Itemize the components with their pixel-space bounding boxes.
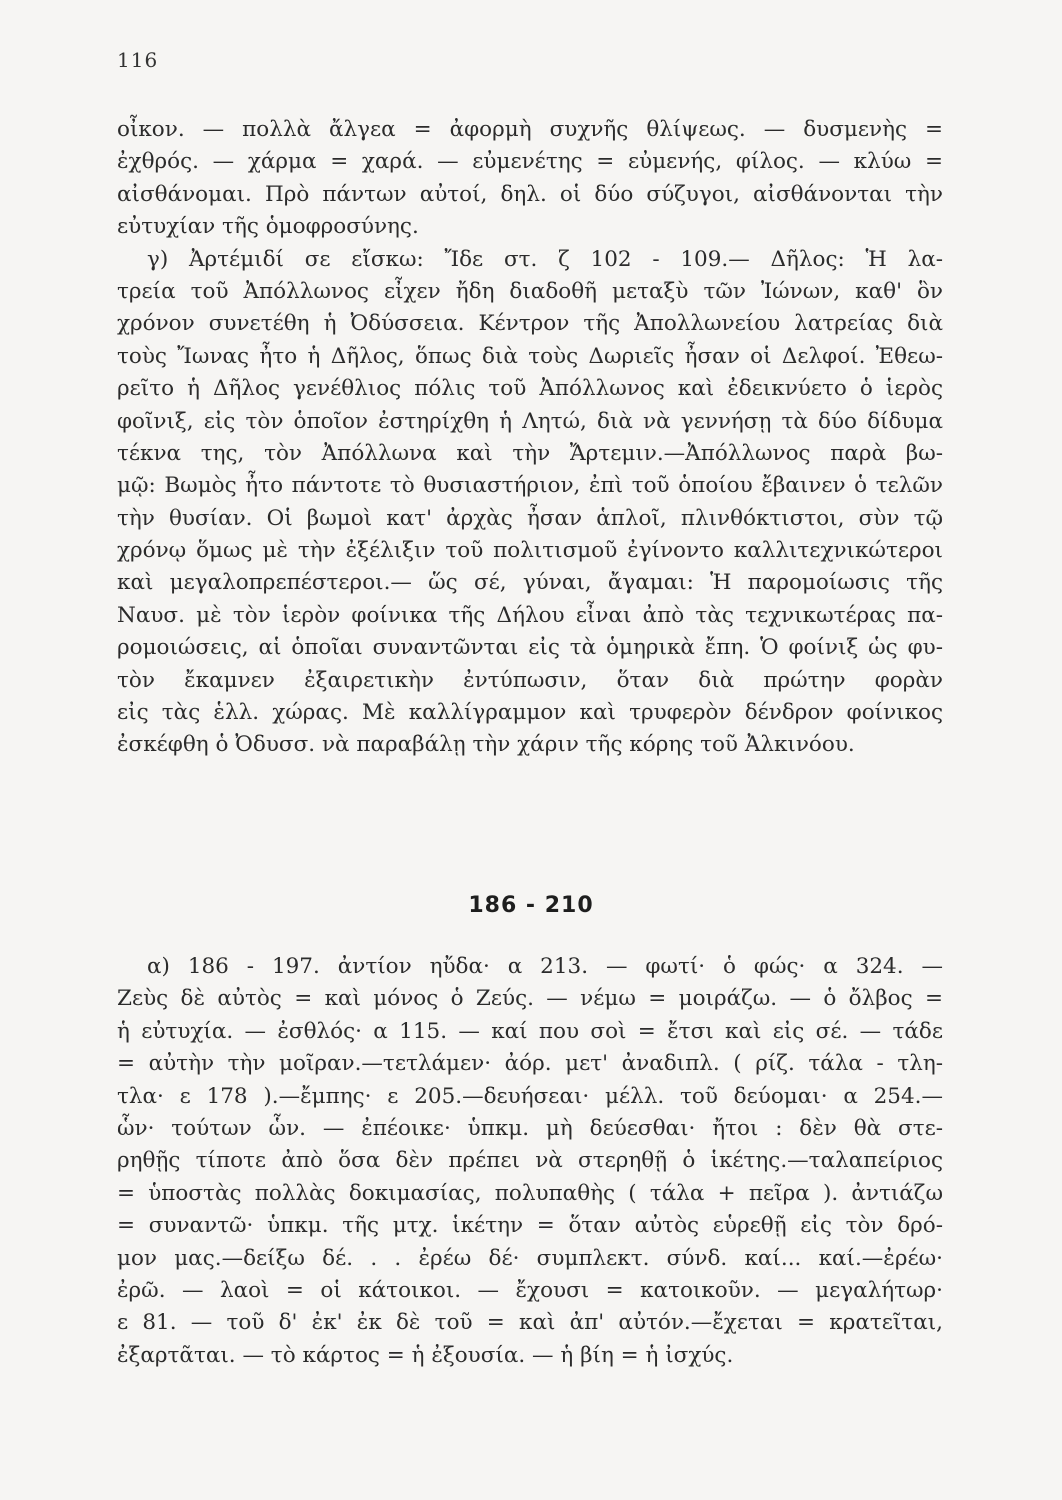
text-line: = αὐτὴν τὴν μοῖραν.—τετλάμεν· ἀόρ. μετ' ἀναδιπλ. ( ρίζ. τάλα - τλη- [117, 1051, 943, 1077]
text-line: φοῖνιξ, εἰς τὸν ὁποῖον ἐστηρίχθη ἡ Λητώ, διὰ νὰ γεννήσῃ τὰ δύο δίδυμα [117, 408, 943, 434]
text-line: μον μας.—δείξω δέ. . . ἐρέω δέ· συμπλεκτ. σύνδ. καί... καί.—ἐρέω· [117, 1245, 943, 1271]
text-line: τὴν θυσίαν. Οἱ βωμοὶ κατ' ἀρχὰς ἦσαν ἁπλοῖ, πλινθόκτιστοι, σὺν τῷ [117, 505, 943, 531]
text-line: εἰς τὰς ἑλλ. χώρας. Μὲ καλλίγραμμον καὶ τρυφερὸν δένδρον φοίνικος [117, 700, 943, 726]
text-line: ε 81. — τοῦ δ' ἐκ' ἐκ δὲ τοῦ = καὶ ἀπ' αὐτόν.—ἔχεται = κρατεῖται, [117, 1310, 943, 1336]
text-line: ἡ εὐτυχία. — ἐσθλός· α 115. — καί που σοὶ = ἔτσι καὶ εἰς σέ. — τάδε [117, 1018, 943, 1044]
text-line: τέκνα της, τὸν Ἀπόλλωνα καὶ τὴν Ἄρτεμιν.—Ἀπόλλωνος παρὰ βω- [117, 440, 943, 466]
text-line: τρεία τοῦ Ἀπόλλωνος εἶχεν ἤδη διαδοθῆ μεταξὺ τῶν Ἰώνων, καθ' ὃν [117, 278, 943, 304]
text-line: = ὑποστὰς πολλὰς δοκιμασίας, πολυπαθὴς ( τάλα + πεῖρα ). ἀντιάζω [117, 1180, 943, 1206]
text-line: χρόνῳ ὅμως μὲ τὴν ἐξέλιξιν τοῦ πολιτισμοῦ ἐγίνοντο καλλιτεχνικώτεροι [117, 538, 943, 564]
text-line: ἐχθρός. — χάρμα = χαρά. — εὐμενέτης = εὐμενής, φίλος. — κλύω = [117, 149, 943, 175]
text-line: ρηθῇς τίποτε ἀπὸ ὅσα δὲν πρέπει νὰ στερηθῇ ὁ ἱκέτης.—ταλαπείριος [117, 1148, 943, 1174]
text-line: ρεῖτο ἡ Δῆλος γενέθλιος πόλις τοῦ Ἀπόλλωνος καὶ ἐδεικνύετο ὁ ἱερὸς [117, 376, 943, 402]
text-line: τλα· ε 178 ).—ἔμπης· ε 205.—δευήσεαι· μέλλ. τοῦ δεύομαι· α 254.— [117, 1083, 943, 1109]
text-line: ἐρῶ. — λαοὶ = οἱ κάτοικοι. — ἔχουσι = κατοικοῦν. — μεγαλήτωρ· [117, 1277, 943, 1303]
section-heading: 186 - 210 [468, 893, 594, 918]
text-line: ρομοιώσεις, αἱ ὁποῖαι συναντῶνται εἰς τὰ ὁμηρικὰ ἔπη. Ὁ φοίνιξ ὡς φυ- [117, 635, 943, 661]
text-line: τὸν ἔκαμνεν ἐξαιρετικὴν ἐντύπωσιν, ὅταν διὰ πρώτην φορὰν [117, 667, 943, 693]
text-line: εὐτυχίαν τῆς ὁμοφροσύνης. [117, 214, 419, 240]
page-number: 116 [117, 48, 159, 72]
commentary-block-2 [117, 951, 943, 1372]
text-line: ὧν· τούτων ὧν. — ἐπέοικε· ὑπκμ. μὴ δεύεσθαι· ἤτοι : δὲν θὰ στε- [117, 1115, 943, 1141]
text-line: τοὺς Ἴωνας ἦτο ἡ Δῆλος, ὅπως διὰ τοὺς Δωριεῖς ἦσαν οἱ Δελφοί. Ἐθεω- [117, 343, 943, 369]
text-line: Ναυσ. μὲ τὸν ἱερὸν φοίνικα τῆς Δήλου εἶναι ἀπὸ τὰς τεχνικωτέρας πα- [117, 602, 943, 628]
commentary-block-1 [117, 114, 943, 762]
text-line: Ζεὺς δὲ αὐτὸς = καὶ μόνος ὁ Ζεύς. — νέμω = μοιράζω. — ὁ ὄλβος = [117, 986, 943, 1012]
text-line: = συναντῶ· ὑπκμ. τῆς μτχ. ἱκέτην = ὅταν αὐτὸς εὑρεθῇ εἰς τὸν δρό- [117, 1213, 943, 1239]
text-line: ἐσκέφθη ὁ Ὀδυσσ. νὰ παραβάλῃ τὴν χάριν τῆς κόρης τοῦ Ἀλκινόου. [117, 732, 855, 758]
text-line: ἐξαρτᾶται. — τὸ κάρτος = ἡ ἐξουσία. — ἡ βίη = ἡ ἰσχύς. [117, 1342, 734, 1368]
text-line: μῷ: Βωμὸς ἦτο πάντοτε τὸ θυσιαστήριον, ἐπὶ τοῦ ὁποίου ἔβαινεν ὁ τελῶν [117, 473, 943, 499]
text-line: οἶκον. — πολλὰ ἄλγεα = ἀφορμὴ συχνῆς θλίψεως. — δυσμενὴς = [117, 117, 943, 142]
text-line: α) 186 - 197. ἀντίον ηὔδα· α 213. — φωτί· ὁ φώς· α 324. — [147, 954, 943, 979]
text-line: αἰσθάνομαι. Πρὸ πάντων αὐτοί, δηλ. οἱ δύο σύζυγοι, αἰσθάνονται τὴν [117, 181, 943, 207]
text-line: χρόνον συνετέθη ἡ Ὀδύσσεια. Κέντρον τῆς Ἀπολλωνείου λατρείας διὰ [117, 311, 943, 337]
text-line: καὶ μεγαλοπρεπέστεροι.— ὥς σέ, γύναι, ἄγαμαι: Ἡ παρομοίωσις τῆς [117, 570, 943, 596]
text-line: γ) Ἀρτέμιδί σε εἴσκω: Ἴδε στ. ζ 102 - 109.— Δῆλος: Ἡ λα- [147, 246, 943, 272]
